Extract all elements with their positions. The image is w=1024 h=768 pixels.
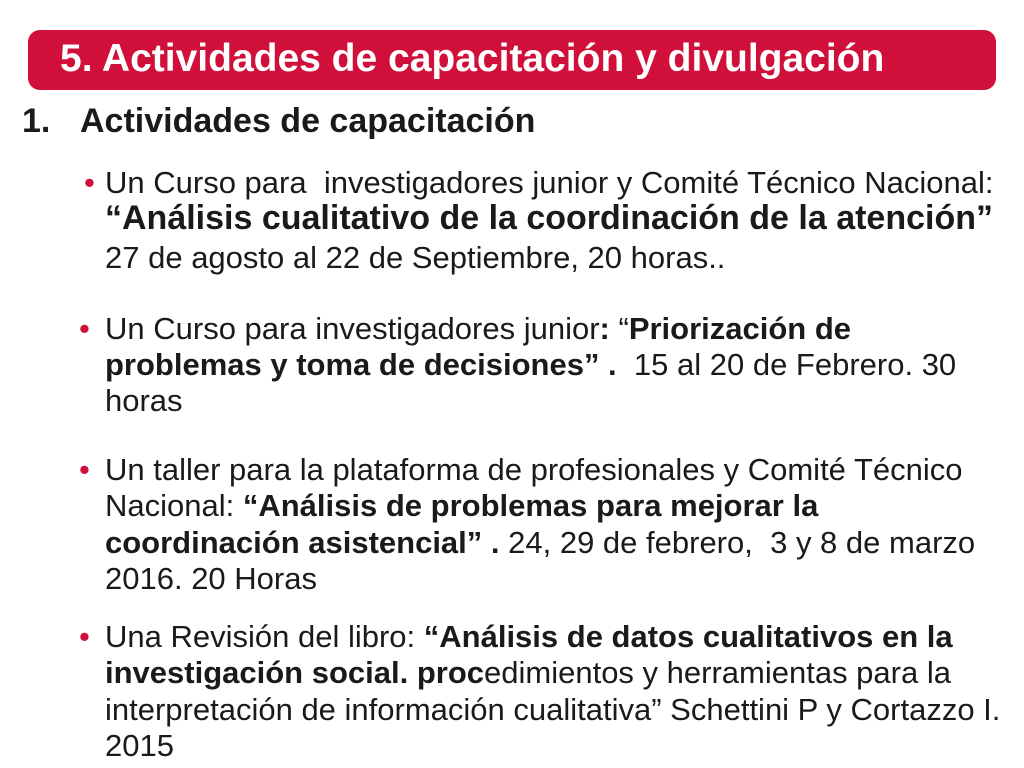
bullet-2-line-3 <box>105 385 183 416</box>
bullet-text: Nacional: <box>105 488 243 523</box>
bullet-text-bold: coordinación asistencial” . <box>105 525 500 560</box>
bullet-text-bold: problemas y toma de decisiones” . <box>105 347 617 382</box>
bullet-4-line-1 <box>105 621 953 652</box>
bullet-symbol: • <box>79 452 90 487</box>
bullet-1-line-2 <box>105 201 993 235</box>
bullet-symbol: • <box>79 619 90 654</box>
bullet-4-line-4 <box>105 730 174 761</box>
bullet-symbol: • <box>84 165 95 200</box>
bullet-1-line-1 <box>105 167 994 198</box>
bullet-2-line-2 <box>105 349 956 380</box>
bullet-3-line-1 <box>105 454 963 485</box>
section-heading: Actividades de capacitación <box>80 102 536 140</box>
bullet-text: interpretación de información cualitativa” Schettini P y Cortazzo I. <box>105 692 1001 727</box>
bullet-text: Un Curso para investigadores junior <box>105 311 600 346</box>
bullet-3-line-4 <box>105 563 317 594</box>
bullet-text: 24, 29 de febrero, 3 y 8 de marzo <box>499 525 976 560</box>
bullet-3-line-3 <box>105 527 975 558</box>
course-dates: 27 de agosto al 22 de Septiembre, 20 horas.. <box>105 240 726 275</box>
bullet-3-line-2 <box>105 490 818 521</box>
bullet-text: Un Curso para investigadores junior y Comité Técnico Nacional: <box>105 165 994 200</box>
course-title: “Análisis cualitativo de la coordinación de la atención” <box>105 199 994 237</box>
bullet-text: Una Revisión del libro: <box>105 619 424 654</box>
bullet-4-line-2 <box>105 657 951 688</box>
bullet-text: 15 al 20 de Febrero. 30 <box>616 347 957 382</box>
bullet-text-bold: Priorización de <box>628 311 852 346</box>
bullet-text: horas <box>105 383 183 418</box>
section-number: 1. <box>22 102 51 140</box>
bullet-text-bold: “Análisis de datos cualitativos en la <box>423 619 953 654</box>
bullet-1-line-3 <box>105 242 725 273</box>
bullet-text-bold: “Análisis de problemas para mejorar la <box>242 488 819 523</box>
bullet-text-bold: : <box>599 311 610 346</box>
bullet-text: “ <box>609 311 629 346</box>
bullet-text-bold: investigación social. proc <box>105 655 485 690</box>
bullet-symbol: • <box>79 311 90 346</box>
bullet-text: Un taller para la plataforma de profesionales y Comité Técnico <box>105 452 963 487</box>
bullet-text: 2016. 20 Horas <box>105 561 317 596</box>
bullet-text: edimientos y herramientas para la <box>484 655 951 690</box>
bullet-2-line-1 <box>105 313 851 344</box>
bullet-4-line-3 <box>105 694 1000 725</box>
slide-title: 5. Actividades de capacitación y divulgación <box>60 37 885 80</box>
bullet-text: 2015 <box>105 728 174 763</box>
